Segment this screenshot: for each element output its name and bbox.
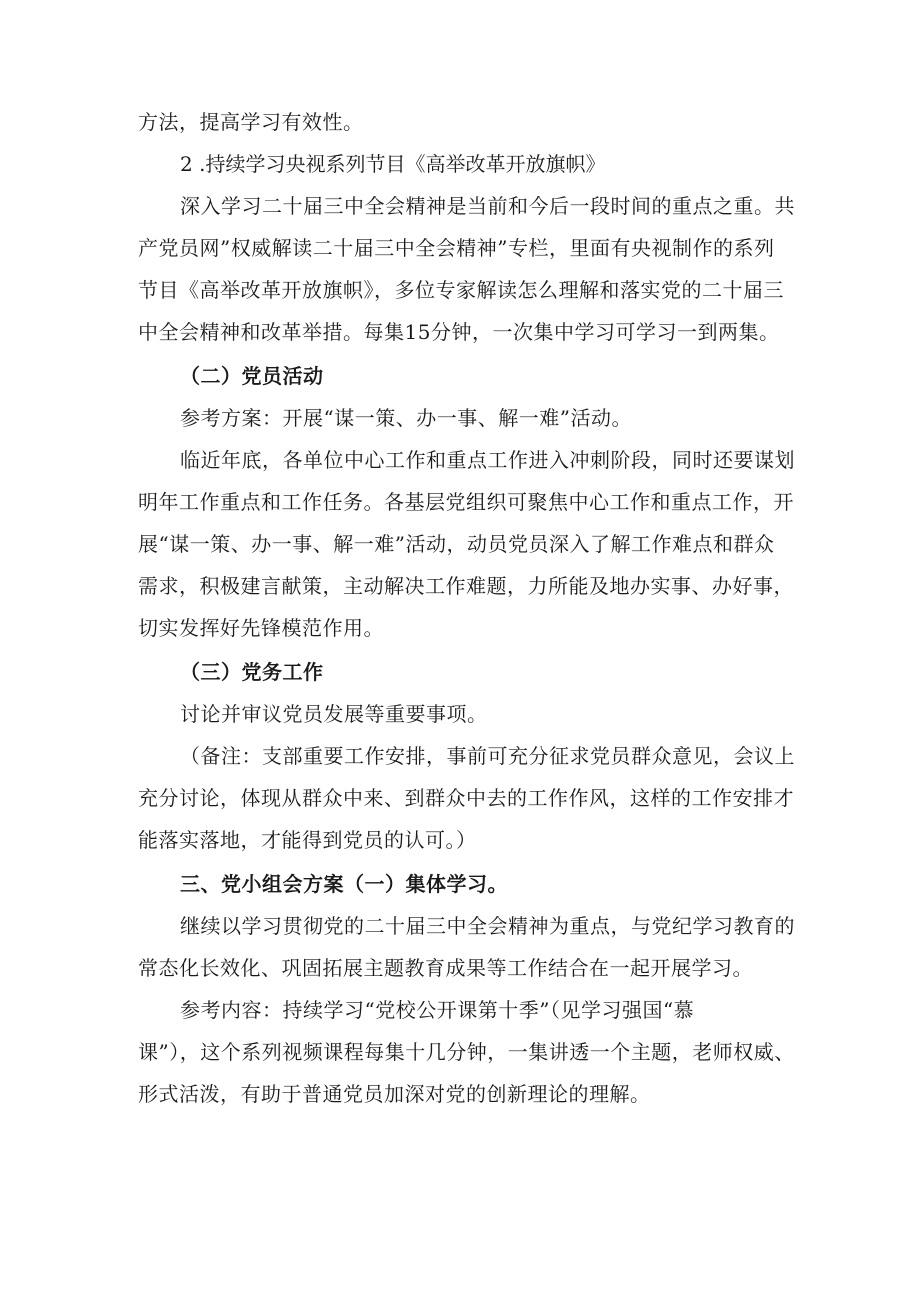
section-heading: 2 .持续学习央视系列节目《高举改革开放旗帜》 <box>180 152 606 176</box>
paragraph-line: 参考方案：开展“谋一策、办一事、解一难”活动。 <box>180 406 632 430</box>
paragraph-line: 课”），这个系列视频课程每集十几分钟，一集讲透一个主题，老师权威、 <box>138 1040 795 1064</box>
paragraph-line: 讨论并审议党员发展等重要事项。 <box>180 702 488 726</box>
paragraph-line: （备注：支部重要工作安排，事前可充分征求党员群众意见，会议上 <box>180 744 795 768</box>
paragraph-line: 充分讨论，体现从群众中来、到群众中去的工作作风，这样的工作安排才 <box>138 786 794 810</box>
paragraph-line: 中全会精神和改革举措。每集15分钟，一次集中学习可学习一到两集。 <box>138 320 780 344</box>
paragraph-line: 常态化长效化、巩固拓展主题教育成果等工作结合在一起开展学习。 <box>138 956 753 980</box>
paragraph-line: 继续以学习贯彻党的二十届三中全会精神为重点，与党纪学习教育的 <box>180 914 795 938</box>
paragraph-line: 形式活泼，有助于普通党员加深对党的创新理论的理解。 <box>138 1082 651 1106</box>
paragraph-line: 产党员网”权威解读二十届三中全会精神”专栏，里面有央视制作的系列 <box>138 236 775 260</box>
section-heading: 三、党小组会方案（一）集体学习。 <box>180 872 508 896</box>
paragraph-line: 参考内容：持续学习“党校公开课第十季”（见学习强国“慕 <box>180 998 695 1022</box>
paragraph-line: 方法，提高学习有效性。 <box>138 110 364 134</box>
paragraph-line: 临近年底，各单位中心工作和重点工作进入冲刺阶段，同时还要谋划 <box>180 448 795 472</box>
paragraph-line: 能落实落地，才能得到党员的认可。） <box>138 828 477 852</box>
paragraph-line: 展“谋一策、办一事、解一难”活动，动员党员深入了解工作难点和群众 <box>138 532 775 556</box>
paragraph-line: 深入学习二十届三中全会精神是当前和今后一段时间的重点之重。共 <box>180 194 795 218</box>
paragraph-line: 需求，积极建言献策，主动解决工作难题，力所能及地办实事、办好事， <box>138 574 794 598</box>
section-heading: （二）党员活动 <box>180 364 324 388</box>
paragraph-line: 节目《高举改革开放旗帜》，多位专家解读怎么理解和落实党的二十届三 <box>138 278 784 302</box>
section-heading: （三）党务工作 <box>180 660 324 684</box>
paragraph-line: 明年工作重点和工作任务。各基层党组织可聚焦中心工作和重点工作，开 <box>138 490 794 514</box>
paragraph-line: 切实发挥好先锋模范作用。 <box>138 616 384 640</box>
